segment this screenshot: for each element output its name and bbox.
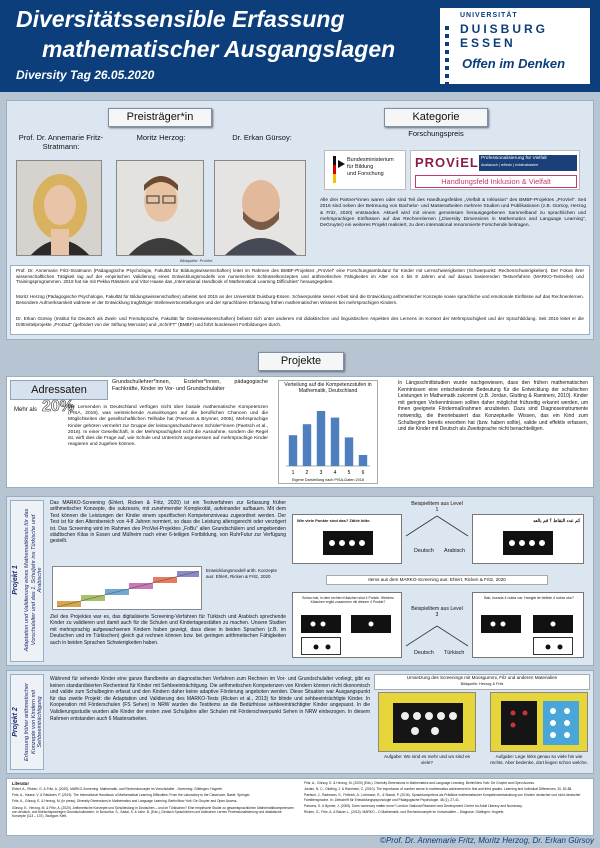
chart-bar-2	[303, 424, 311, 466]
dots-card-3c	[301, 637, 341, 655]
item-level-1-arabic	[472, 514, 584, 564]
bio-herzog: Moritz Herzog (Pädagogische Psychologie, Fakultät für Bildungswissenschaften) arbeitet seit 2015 an der Universität Duisburg-Essen. Schwerpunkte seiner Arbeit sind die Entwicklung arithmetischer Konzepte sowie sprachliche und emotionale Einflüsse auf das Rechnenlernen. Besondere Aufmerksamkeit widmete er der Entwicklung tragfähiger Stellenwertvorstellungen und der sprachfairen Erfassung frühen mathematischen Wissens bei mehrsprachigen Kindern.	[16, 294, 584, 305]
dots-card	[323, 531, 373, 555]
materials-source: Bildquelle: Herzog & Fritz	[460, 682, 504, 686]
chart-tick-6: 6	[361, 470, 365, 476]
dots-card-ar	[503, 531, 553, 555]
project-1-side-text: Adaptation und Validierung eines Mathematiktests für das Vorschulalter und das 1. Schuljahr ins Türkische und Arabische	[24, 508, 44, 652]
chart-bar-4	[331, 418, 339, 466]
logo-dots-icon	[443, 24, 457, 56]
item-level-1-german	[292, 514, 402, 564]
project-1-text-b: Ziel des Projektes war es, das digitalisierte Screening-Verfahren für Türkisch und Arabisch sprechende Kinder zu validieren und damit auch für die Schulen und Kindertagesstätten zu machen. Unsere Studien mit mehrsprachig aufgewachsenen Kindern haben gezeigt, dass diese in beiden Sprachen (z.B. im Deutschen und im Türkischen) gleich gut rechnen können bzw. bei geringen arithmetischen Fähigkeiten auch in beiden Sprachen Schwierigkeiten haben.	[50, 614, 286, 646]
logo-line-3: ESSEN	[460, 36, 516, 50]
bmbf-logo	[324, 150, 406, 190]
adressaten-intro: Grundschullehrer*innen, Erzieher*innen, pädagogische Fachkräfte, Kinder im Vor- und Grundschulalter	[112, 379, 268, 392]
logo-line-1: UNIVERSITÄT	[460, 12, 518, 19]
photo-person-1	[16, 160, 102, 256]
bmbf-line-1: Bundesministerium	[347, 157, 394, 163]
bio-guersoy: Dr. Erkan Gürsoy (Institut für Deutsch als Zweit- und Fremdsprache, Fakultät für Geisteswissenschaften) befasst sich unter anderem mit didaktischen und linguistischen Aspekten des Lernens im Kontext der Mehrsprachigkeit und der Sprachbildung. Seit 2016 leitet er die Drittmittelprojekte „ProDaZ“ (gefördert von der Stiftung Mercator) und „SchriFT“ (BMBF) und führt bundesweit Fortbildungen durch.	[16, 316, 584, 327]
task-2-caption: Aufgabe: Lege links genau so viele hin wie rechts. Aber bedenke, dort liegen schon welche.	[490, 754, 588, 765]
percent-value: 20%	[42, 398, 75, 415]
person-2-name: Moritz Herzog:	[136, 133, 186, 142]
item-level-3-turkish	[472, 592, 584, 658]
photo-caption: Bildquelle: ProViel	[180, 258, 213, 263]
model-caption: Entwicklungsmodell arith. Konzepte aus: Ehlert, Ricken & Fritz, 2020	[206, 568, 278, 579]
adressaten-left-text: der Lernenden in Deutschland verfügen nicht über basale mathematische Kompetenzen (PISA, 2019), was weitreichende Auswirkungen auf die beruflichen Chancen und die Möglichkeiten der gesellschaftlichen Teilhabe hat (Parsons & Brynner, 2005). Mehrsprachige Kinder gehören vermehrt zur Gruppe der leistungsschwächeren Schüler*innen (Paetsch et al., 2016). In einer Gesellschaft, in der Mehrsprachigkeit nicht die Ausnahme, sondern die Regel ist, wirft dies die Frage auf, wie Schule und Unterricht angemessen auf mehrsprachige Kinder reagieren und zugehen können.	[68, 405, 268, 448]
lang-german-1: Deutsch	[414, 548, 434, 554]
bmbf-line-3: und Forschung	[347, 171, 384, 177]
lit-right-3: Paetsch, J., Radmann, S., Felbrich, A., Lehmann, R., & Stanat, P. (2016). Sprachkompetenz als Prädiktor mathematischer Kompetenzentwicklung von Kindern deutscher und nicht-deutscher Familiensprache. In: Zeitschrift für Entwicklungspsychologie und Pädagogische Psychologie, 48 (1), 27-41.	[304, 793, 581, 802]
category-text: Alle drei Partner*innen waren oder sind Teil des Handlungsfeldes „Vielfalt & Inklusion“ des BMBF-Projektes „ProViel“. Seit 2016 sind neben der Betreuung von Bachelor- und Masterarbeiten mehrere Studien und Publikationen (z.B. Gürsoy, Herzog & Fritz, 2020) entstanden. Aktuell wird mit einem gemeinsam herausgegebenen Sammelband zu sprachlichen und mehrsprachigen Einflüssen auf das Rechnenlernen („Diversity Dimensions in Mathematics and Language Learning“, DeGruyter) ein weiteres Projekt realisiert, zu dem international renommierte Forschende beitragen.	[320, 198, 586, 229]
proviel-tagline-1: Professionalisierung für Vielfalt	[481, 156, 547, 161]
awardees-heading: Preisträger*in	[108, 108, 212, 127]
person-1-name: Prof. Dr. Annemarie Fritz-Stratmann:	[18, 133, 104, 151]
more-than-label: Mehr als	[14, 407, 38, 413]
lit-left-2: Fritz, A., Haase, V. & Räsänen, P. (2019). The International Handbook of Mathematical Learning Difficulties: From the Laboratory to the Classroom. Basel: Springer.	[12, 793, 251, 798]
items-caption: Items aus dem MARKO-Screening aus: Ehlert, Ricken & Fritz, 2020	[326, 575, 548, 585]
bio-fritz: Prof. Dr. Annemarie Fritz-Stratmann (Pädagogische Psychologie, Fakultät für Bildungswissenschaften) leitet im Rahmen des BMBF-Projektes „ProViel“ eine Forschungsambulanz für Kinder mit Lernschwierigkeiten (Schwerpunkt: Rechenschwierigkeiten). Der Fokus ihrer wissenschaftlichen Tätigkeit lag auf der empirischen Validierung eines Entwicklungsmodells von numerischen Schlüsselkonzepten und arithmetischen Fähigkeiten im Alter von 4 bis 8 Jahren und auf daraus basierenden Testverfahren (MARKO-Testreihe) und Trainingsprogrammen. 2019 hat sie mit Pekka Räsänen und Vitor Haase das „International Handbook of Mathematical Learning Difficulties“ herausgegeben.	[16, 268, 584, 285]
arrows-level-1	[402, 512, 472, 540]
item-3-question-tr: Bak, burada 4 nokta var. Hangisi ile birlikte 4 nokta olur?	[484, 596, 574, 600]
item-level-3-german	[292, 592, 402, 658]
example-level-3-label: Beispielitem aus Level 3	[411, 606, 463, 619]
footer-copyright: ©Prof. Dr. Annemarie Fritz, Moritz Herzog, Dr. Erkan Gürsoy	[380, 836, 594, 845]
adressaten-heading: Adressaten	[10, 380, 108, 400]
dots-card-3a	[301, 615, 341, 633]
dots-card-3d	[481, 615, 521, 633]
subtitle: Diversity Tag 26.05.2020	[16, 68, 155, 82]
literature-right	[304, 781, 588, 814]
adressaten-right-text: In Längsschnittstudien wurde nachgewiesen, dass den frühen mathematischen Kenntnissen eine entscheidende Bedeutung für die Entwicklung der schulischen Leistungen in Mathematik zukommt (z.B. Jordan, Glutting & Ramineni, 2010). Kinder mit geringen Vorkenntnissen sollten daher möglichst frühzeitig erkannt werden, um ihnen geeignete Fördermaßnahmen anzubieten. Dazu sind Diagnoseinstrumente notwendig, die theoriebasiert das Konzeptuelle Wissen, das ein Kind zum Schulbeginn bereits erworben hat (bzw. haben sollte), valide und effektiv erfassen, und die Kinder mit Deutsch als Zweitsprache nicht benachteiligen.	[398, 380, 588, 433]
lit-right-2: Jordan, N. C., Glutting, J. & Ramineni, C. (2010). The importance of number sense to mathematics achievement in first and third grades. Learning and Individual Differences, 20, 82-88.	[304, 787, 573, 792]
chart-svg	[282, 396, 374, 476]
lit-left-1: Ehlert, A., Ricken, G. & Fritz, A. (2020). MARKO-Screening. Mathematik- und Rechenkonzepte im Vorschulalter - Screening. Göttingen: Hogrefe.	[12, 787, 223, 791]
person-3-name: Dr. Erkan Gürsoy:	[232, 133, 292, 142]
chart-tick-1: 1	[291, 470, 295, 476]
task-1-caption: Aufgabe: Wo sind es mehr und wo sind es viele?	[384, 754, 470, 765]
lang-arabic: Arabisch	[444, 548, 465, 554]
project-1-label: Projekt 1	[12, 565, 19, 595]
project-2-text: Während für sehende Kinder eine ganze Bandbreite an diagnostischen Verfahren zum Rechnen im Vor- und Grundschulalter vorliegt, gibt es keinen standardisierten Rechentest für Kinder mit Sehbeeinträchtigung. Die arithmetischen Kompetenzen von Kindern können nicht ökonomisch und valide zum Schulbeginn erfasst und den Kindern daher keine adaptive Förderung angeboten werden. Diese Situation war Ausgangspunkt für das zweite Projekt: die Adaptation und Validierung des MARKO-Tests (Ricken et al., 2013) für blinde und sehbeeinträchtigte Kinder. In Kooperation mit Förderschulen (FS Sehen) in NRW wurden die Testitems an die Bedürfnisse sehbeeinträchtigter Kinder angepasst. In die Validierungsstudie wurden alle Kinder der ersten zwei Schuljahre aller Schulen mit Förderschwerpunkt Sehen in NRW einbezogen. In diesem Rahmen entstanden auch 6 Masterarbeiten.	[50, 676, 370, 722]
photo-person-3	[214, 160, 306, 256]
title-line-2: mathematischer Ausgangslagen	[42, 36, 396, 62]
literature-left	[12, 787, 296, 818]
project-1-text-a: Das MARKO-Screening (Ehlert, Ricken & Fritz, 2020) ist ein Testverfahren zur Erfassung früher arithmetischer Konzepte, die sukzessiv, mit zunehmender Komplexität, aufeinander aufbauen. Mit dem Test können die Leistungen der Kinder einem spezifischen Kompetenzniveau zugeordnet werden. Der Test ist für den Altersbereich von 4-8 Jahren normiert, so dass die Leistung altersgerecht oder verzögert ist. Das Screening wird im Rahmen des ProViel-Projektes „FoBu“ allen Grundschülern und umgebenden städtischen Kitas in Essen und Mülheim nach einer 6-teiligen Fortbildung, von RuhrFutur zur Verfügung gestellt.	[50, 500, 286, 545]
category-value: Forschungspreis	[408, 129, 464, 138]
chart-bar-1	[289, 435, 297, 466]
lang-turkish: Türkisch	[444, 650, 465, 656]
proviel-logo	[410, 150, 580, 190]
chart-tick-4: 4	[333, 470, 337, 476]
photo-person-2	[116, 160, 204, 256]
chart-bar-3	[317, 411, 325, 466]
dots-card-3e	[533, 615, 573, 633]
title-line-1: Diversitätssensible Erfassung	[16, 6, 345, 32]
bmbf-line-2: für Bildung	[347, 164, 374, 170]
logo-slogan: Offen im Denken	[462, 56, 566, 71]
proviel-tagline-2: Austausch | reflexiv | evidenzbasiert	[481, 163, 539, 167]
lang-german-3: Deutsch	[414, 650, 434, 656]
item-1-question-ar: كم عدد النقاط ؟ قم بالعد	[533, 518, 581, 523]
chart-bar-6	[359, 455, 367, 466]
item-1-question-de: Wie viele Punkte sind das? Zähle bitte.	[297, 518, 371, 523]
dots-card-3b	[351, 615, 391, 633]
material-photo-1	[378, 692, 476, 752]
chart-bar-5	[345, 437, 353, 466]
chart-tick-5: 5	[347, 470, 351, 476]
category-heading: Kategorie	[384, 108, 488, 127]
project-2-side-text: Erfassung früher arithmetischer Konzepte von Kindern mit Sehbeeinträchtigung	[24, 682, 44, 762]
lit-left-4: Gürsoy, E., Herzog, M. & Fritz, A. (2020). Arithmetische Konzepte und Schulleistung in Deutschen – und im Türkischen? Eine empirische Studie zu gesamtsprachlichen Mathematikkompetenzen von deutsch- und türkischsprachigen Grundschulkindern. In Boncoltur, S., Sadal, S. & Lahe, B. (Eds.), Deutsch Sprachlichen und türkischen Lernen Professionalisierung und didaktische Konzepte (113 – 137). Stuttgart: Klett.	[12, 805, 294, 819]
lit-right-4: Parsons, S. & Bynner, J. (2005). Does numeracy matter more? London: National Research and Development Centre for Adult Literacy and Numeracy.	[304, 803, 523, 808]
chart-tick-2: 2	[305, 470, 309, 476]
logo-line-2: DUISBURG	[460, 22, 549, 36]
material-photo-2	[490, 692, 588, 752]
projects-heading: Projekte	[258, 352, 344, 371]
chart-caption: Eigene Darstellung nach PISA-Daten 2018	[292, 478, 364, 482]
chart-tick-3: 3	[319, 470, 323, 476]
lit-left-3: Fritz, A., Gürsoy, E. & Herzog, M. (in press). Diversity Dimensions in Mathematics and Language Learning. Berlin/New York: De Gruyter and Open Access.	[12, 799, 238, 804]
example-level-1-label: Beispielitem aus Level 1	[411, 501, 463, 514]
item-3-question-de: Schau mal, in dem rechten Kästchen sind 4 Punkte. Welches Kästchen ergibt zusammen mit diesem 4 Punkte?	[302, 596, 394, 605]
arrows-level-3	[402, 622, 472, 650]
materials-title: Umsetzung des Screenings mit Moosgummi, Filz und anderen Materialien	[406, 675, 558, 680]
development-model	[52, 566, 202, 610]
lit-right-1: Fritz, A., Gürsoy, E. & Herzog, M. (2020) (Eds.). Diversity Dimensions in Mathematics and Language Learning. Berlin/New York: De Gruyter and Open Access.	[304, 781, 535, 785]
chart-title: Verteilung auf die Kompetenzstufen in Mathematik, Deutschland	[284, 382, 372, 395]
proviel-name: PROViEL	[415, 155, 479, 170]
project-2-label: Projekt 2	[12, 707, 19, 737]
literature-heading: Literatur	[12, 781, 29, 786]
lit-right-5: Ricken, G., Fritz, A. & Balzer, L. (2013). MARKO – D Mathematik- und Rechenkonzepte im Vorschulalter – Diagnose. Göttingen: Hogrefe.	[304, 810, 505, 815]
proviel-band: Handlungsfeld Inklusion & Vielfalt	[415, 175, 577, 188]
dots-card-3f	[533, 637, 573, 655]
